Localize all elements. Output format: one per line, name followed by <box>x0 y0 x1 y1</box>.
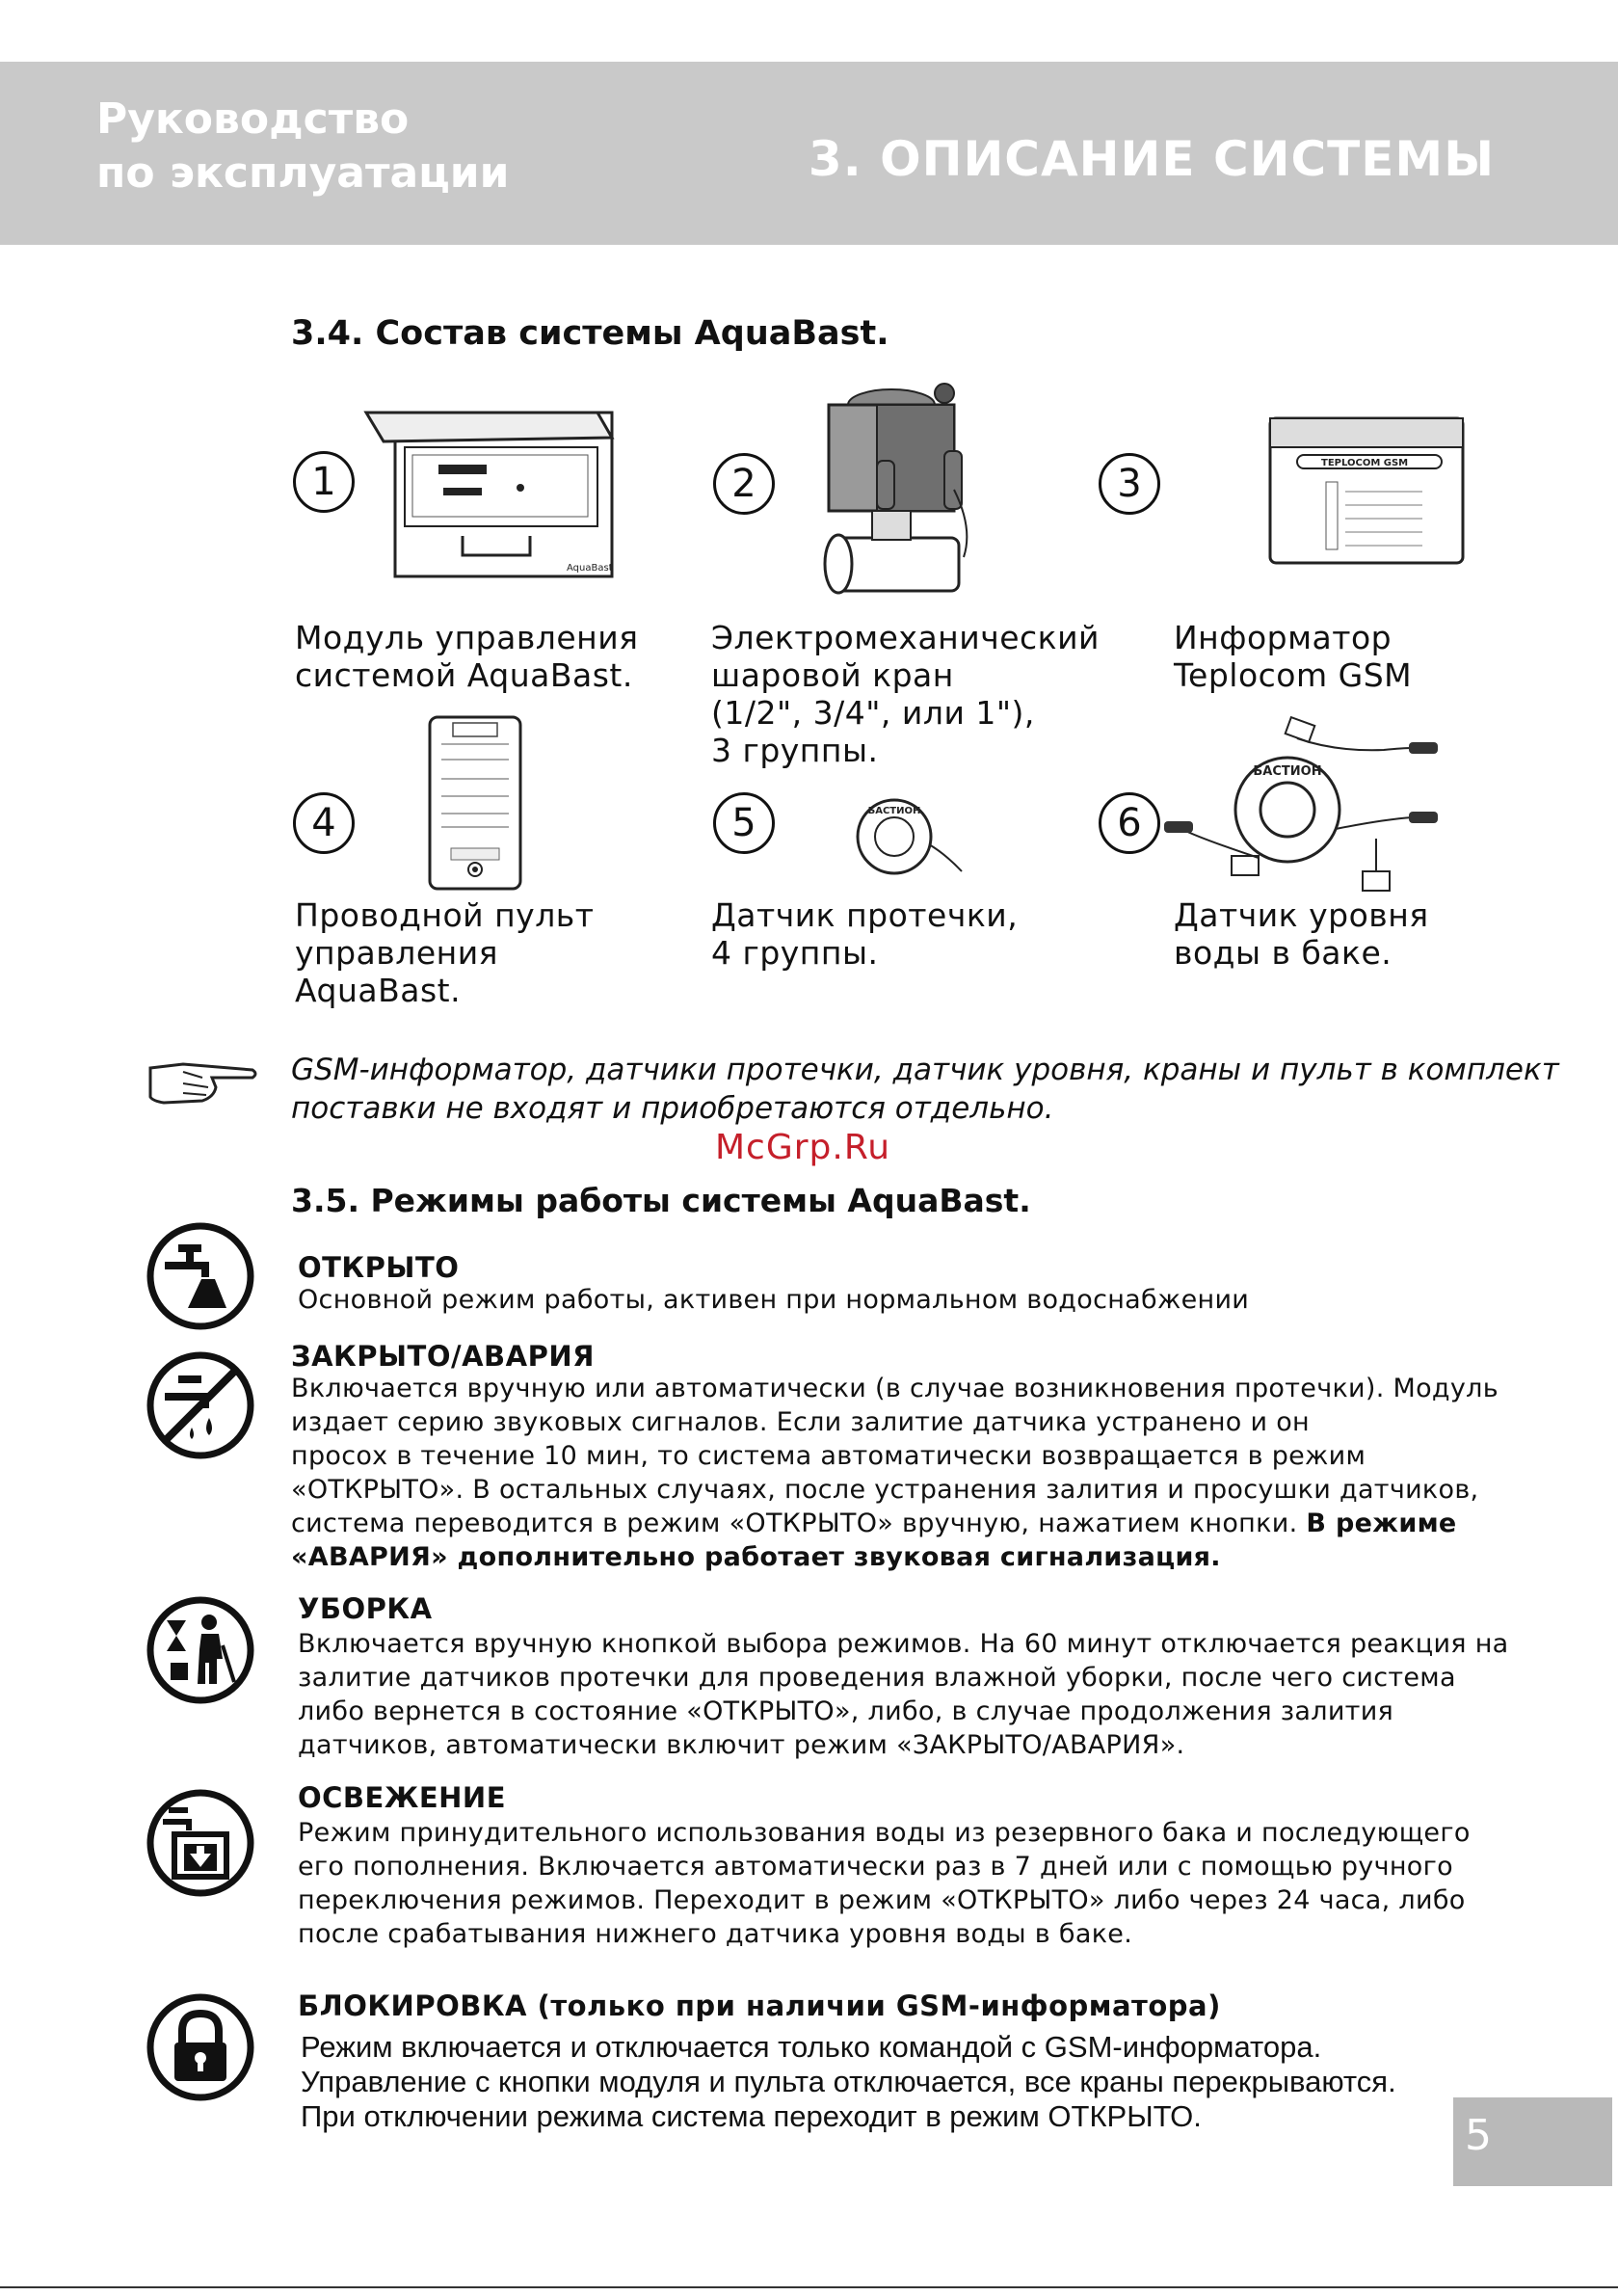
mode-line: «ОТКРЫТО». В остальных случаях, после устранения залития и просушки датчиков, <box>291 1475 1479 1505</box>
manual-title-line2: по эксплуатации <box>96 148 510 198</box>
pointing-hand-icon <box>145 1058 258 1108</box>
caption-line: шаровой кран <box>711 656 954 694</box>
mode-line: Режим включается и отключается только командой с GSM-информатора. <box>301 2030 1322 2064</box>
item-number-5: 5 <box>713 792 775 854</box>
note-line: GSM-информатор, датчики протечки, датчик уровня, краны и пульт в комплект <box>291 1053 1559 1087</box>
ball-valve-image <box>809 384 1002 615</box>
mode-line: Основной режим работы, активен при нормальном водоснабжении <box>298 1285 1250 1315</box>
leak-sensor-image <box>854 796 969 879</box>
wired-remote-image <box>428 715 524 893</box>
informer-brand-label: TEPLOCOM GSM <box>1321 458 1409 468</box>
mode-body-refresh <box>298 1816 1471 1951</box>
water-level-sensor-image <box>1162 713 1451 906</box>
caption-line: Датчик уровня <box>1174 896 1429 934</box>
caption-line: 3 группы. <box>711 732 879 769</box>
mode-line: его пополнения. Включается автоматически раз в 7 дней или с помощью ручного <box>298 1852 1453 1882</box>
mode-line: переключения режимов. Переходит в режим «ОТКРЫТО» либо через 24 часа, либо <box>298 1885 1466 1915</box>
caption-line: Модуль управления <box>295 619 639 656</box>
caption-line: Проводной пульт <box>295 896 595 934</box>
mode-line <box>291 1540 1499 1574</box>
item-caption-2 <box>711 619 1100 769</box>
mode-line: после срабатывания нижнего датчика уровня воды в баке. <box>298 1919 1133 1949</box>
section-title: 3. ОПИСАНИЕ СИСТЕМЫ <box>808 131 1495 187</box>
manual-title-line1: Руководство <box>96 94 410 144</box>
mode-line: либо вернется в состояние «ОТКРЫТО», либо, в случае продолжения залития <box>298 1696 1394 1726</box>
mode-body-open <box>298 1283 1249 1317</box>
note-line: поставки не входят и приобретаются отдельно. <box>291 1091 1054 1126</box>
caption-line: 4 группы. <box>711 934 879 972</box>
caption-line: воды в баке. <box>1174 934 1393 972</box>
mode-line: Управление с кнопки модуля и пульта отключается, все краны перекрываются. <box>301 2065 1396 2098</box>
mode-body-cleaning <box>298 1627 1509 1762</box>
mode-line: залитие датчиков протечки для проведения влажной уборки, после чего система <box>298 1663 1456 1693</box>
cleaning-icon <box>146 1595 255 1705</box>
mode-line: просох в течение 10 мин, то система автоматически возвращается в режим <box>291 1441 1366 1471</box>
gsm-informer-image <box>1268 416 1467 571</box>
mode-title-refresh: ОСВЕЖЕНИЕ <box>298 1781 507 1814</box>
mode-line <box>291 1507 1499 1540</box>
mode-title-open: ОТКРЫТО <box>298 1251 460 1284</box>
refresh-tank-icon <box>146 1788 255 1898</box>
mode-line: Включается вручную или автоматически (в случае возникновения протечки). Модуль <box>291 1374 1499 1403</box>
mode-line-bold: В режиме <box>1306 1508 1457 1538</box>
page-number: 5 <box>1465 2111 1492 2160</box>
mode-title-closed: ЗАКРЫТО/АВАРИЯ <box>291 1340 595 1373</box>
item-number-1: 1 <box>293 451 355 513</box>
item-number-2: 2 <box>713 453 775 515</box>
mode-line-bold: «АВАРИЯ» дополнительно работает звуковая сигнализация. <box>291 1542 1221 1572</box>
mode-line: Включается вручную кнопкой выбора режимов. На 60 минут отключается реакция на <box>298 1629 1509 1659</box>
mode-line: издает серию звуковых сигналов. Если залитие датчика устранено и он <box>291 1407 1310 1437</box>
item-caption-1 <box>295 619 639 694</box>
mode-body-lock <box>301 2030 1396 2134</box>
caption-line: Датчик протечки, <box>711 896 1019 934</box>
module-brand-label: AquaBast <box>567 563 613 574</box>
item-caption-5 <box>711 896 1018 972</box>
caption-line: Электромеханический <box>711 619 1100 656</box>
mode-title-lock: БЛОКИРОВКА (только при наличии GSM-информатора) <box>298 1989 1221 2022</box>
mode-title-cleaning: УБОРКА <box>298 1592 433 1625</box>
modes-title: 3.5. Режимы работы системы AquaBast. <box>291 1182 1031 1219</box>
lock-icon <box>146 1992 255 2102</box>
closed-tap-icon <box>146 1350 255 1460</box>
mode-line-normal: система переводится в режим «ОТКРЫТО» вручную, нажатием кнопки. <box>291 1508 1307 1538</box>
bottom-rule <box>0 2286 1618 2288</box>
open-tap-icon <box>146 1221 255 1331</box>
caption-line: (1/2", 3/4", или 1"), <box>711 694 1035 732</box>
item-number-3: 3 <box>1099 453 1160 515</box>
item-number-6: 6 <box>1099 792 1160 854</box>
caption-line: системой AquaBast. <box>295 656 633 694</box>
watermark: McGrp.Ru <box>715 1128 891 1167</box>
control-module-image <box>366 401 626 584</box>
caption-line: AquaBast. <box>295 972 462 1009</box>
item-number-4: 4 <box>293 792 355 854</box>
leak-sensor-brand-label: БАСТИОН <box>867 806 921 816</box>
caption-line: Teplocom GSM <box>1174 656 1413 694</box>
caption-line: управления <box>295 934 498 972</box>
delivery-note <box>291 1051 1559 1128</box>
mode-line: датчиков, автоматически включит режим «ЗАКРЫТО/АВАРИЯ». <box>298 1730 1185 1760</box>
level-sensor-brand-label: БАСТИОН <box>1253 764 1322 779</box>
manual-title <box>96 93 509 200</box>
item-caption-6 <box>1174 896 1429 972</box>
item-caption-3 <box>1174 619 1412 694</box>
composition-title: 3.4. Состав системы AquaBast. <box>291 314 889 353</box>
item-caption-4 <box>295 896 594 1009</box>
mode-line: При отключении режима система переходит в режим ОТКРЫТО. <box>301 2099 1202 2133</box>
mode-body-closed <box>291 1372 1499 1574</box>
caption-line: Информатор <box>1174 619 1393 656</box>
mode-line: Режим принудительного использования воды из резервного бака и последующего <box>298 1818 1471 1848</box>
